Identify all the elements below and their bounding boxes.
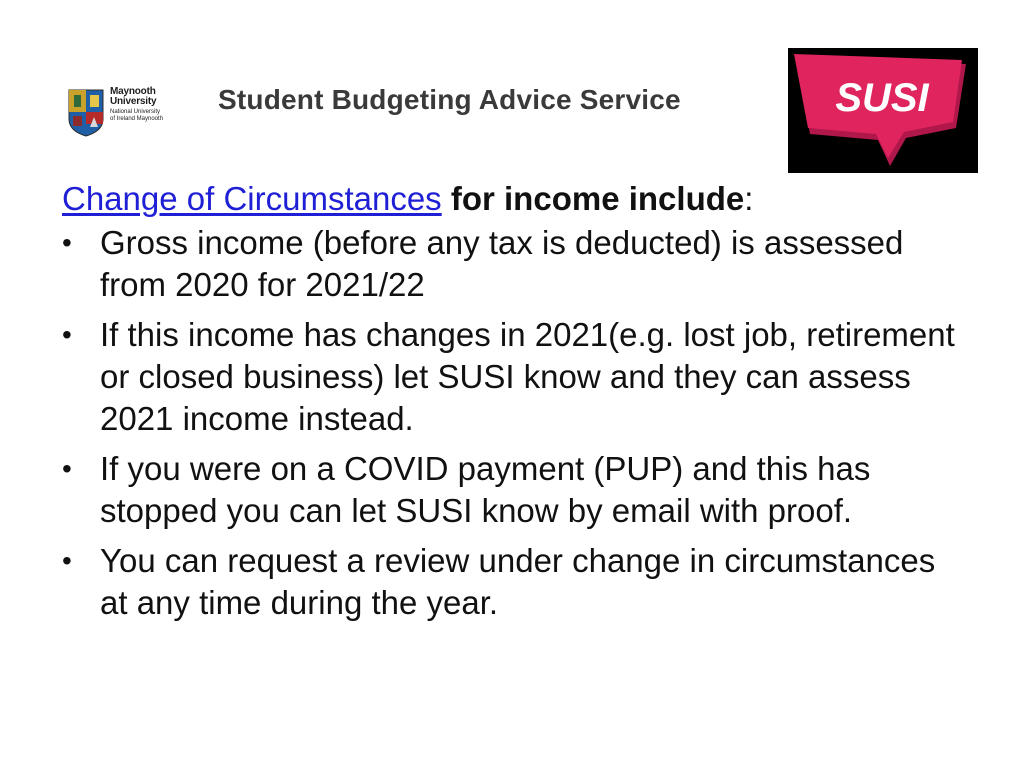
university-crest-icon xyxy=(68,89,104,137)
susi-badge-icon xyxy=(788,48,978,173)
bullet-icon: • xyxy=(62,453,72,484)
bullet-text: If you were on a COVID payment (PUP) and this has stopped you can let SUSI know by email with proof. xyxy=(100,450,871,529)
change-of-circumstances-link[interactable]: Change of Circumstances xyxy=(62,180,442,217)
bullet-text: Gross income (before any tax is deducted) is assessed from 2020 for 2021/22 xyxy=(100,224,904,303)
intro-bold-text: for income include xyxy=(450,180,745,217)
bullet-icon: • xyxy=(62,545,72,576)
bullet-icon: • xyxy=(62,319,72,350)
intro-line xyxy=(62,178,962,220)
bullet-list xyxy=(62,222,962,624)
logo-line-of-ireland: of Ireland Maynooth xyxy=(110,116,164,122)
university-logo-text xyxy=(110,87,174,123)
list-item xyxy=(62,222,962,306)
logo-line-national-university: National University xyxy=(110,109,161,115)
logo-line-maynooth: Maynooth xyxy=(110,86,156,97)
logo-line-university: University xyxy=(110,96,157,107)
list-item xyxy=(62,540,962,624)
page-title: Student Budgeting Advice Service xyxy=(218,84,681,115)
susi-logo xyxy=(788,48,978,173)
bullet-text: If this income has changes in 2021(e.g. lost job, retirement or closed business) let SUSI know and they can assess 2021 income instead. xyxy=(100,316,955,437)
bullet-icon: • xyxy=(62,227,72,258)
list-item xyxy=(62,448,962,532)
intro-colon: : xyxy=(744,180,754,217)
maynooth-university-logo xyxy=(68,87,170,139)
slide-content xyxy=(62,178,962,624)
list-item xyxy=(62,314,962,440)
bullet-text: You can request a review under change in circumstances at any time during the year. xyxy=(100,542,936,621)
susi-logo-text: SUSI xyxy=(835,76,929,120)
